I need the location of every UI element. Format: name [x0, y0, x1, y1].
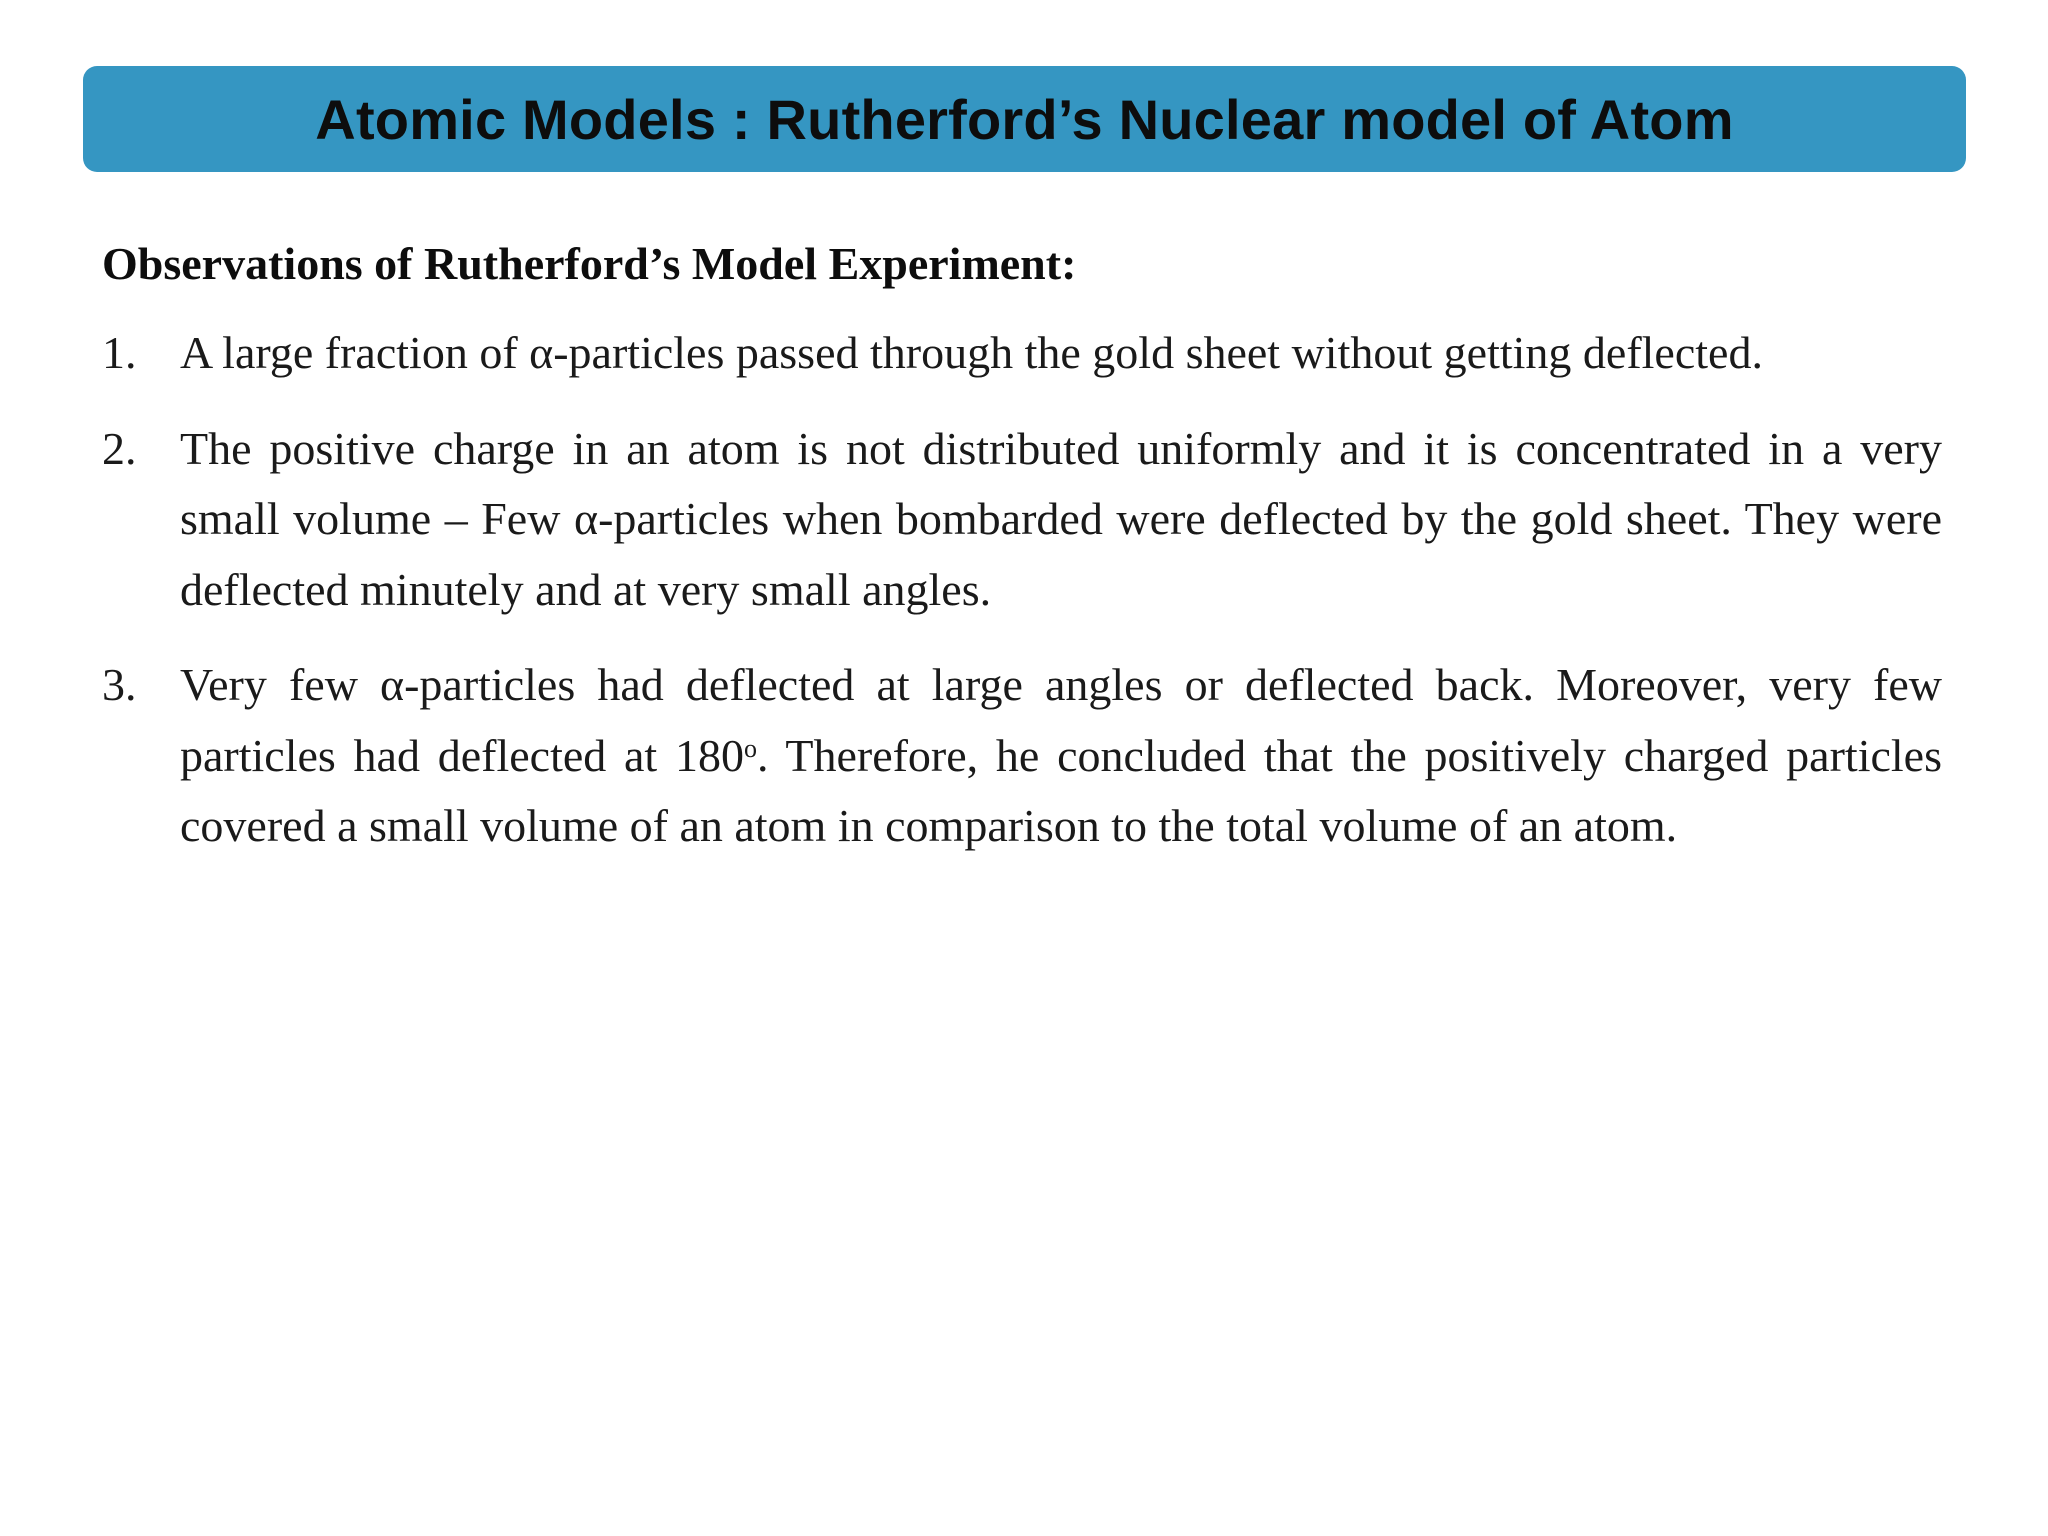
observations-heading: Observations of Rutherford’s Model Experiment:: [102, 238, 1077, 289]
observations-list: [102, 318, 1942, 862]
slide-title: Atomic Models : Rutherford’s Nuclear model of Atom: [315, 87, 1734, 151]
degree-symbol: o: [743, 733, 757, 763]
observation-item-1: [102, 318, 1942, 389]
observation-number: 2.: [102, 422, 137, 474]
observation-number: 1.: [102, 327, 137, 378]
observation-text-part: . Therefore, he concluded that the positively charged particles covered a small volume of an atom in comparison to the total volume of an atom.: [180, 729, 1942, 851]
observation-item-3: [102, 650, 1942, 862]
slide-content: [102, 232, 1942, 887]
observation-text: [180, 650, 1942, 862]
observation-text: The positive charge in an atom is not distributed uniformly and it is concentrated in a very small volume – Few α-particles when bombarded were deflected by the gold sheet. They were deflected minutely and at very small angles.: [180, 422, 1942, 615]
observation-text: A large fraction of α-particles passed through the gold sheet without getting deflected.: [180, 327, 1763, 378]
observation-number: 3.: [102, 659, 137, 710]
observation-text-part: Very few α-particles had deflected at large angles or deflected back. Moreover, very few particles had deflected at 180: [180, 659, 1942, 781]
observation-item-2: [102, 414, 1942, 626]
title-banner: [83, 66, 1966, 172]
